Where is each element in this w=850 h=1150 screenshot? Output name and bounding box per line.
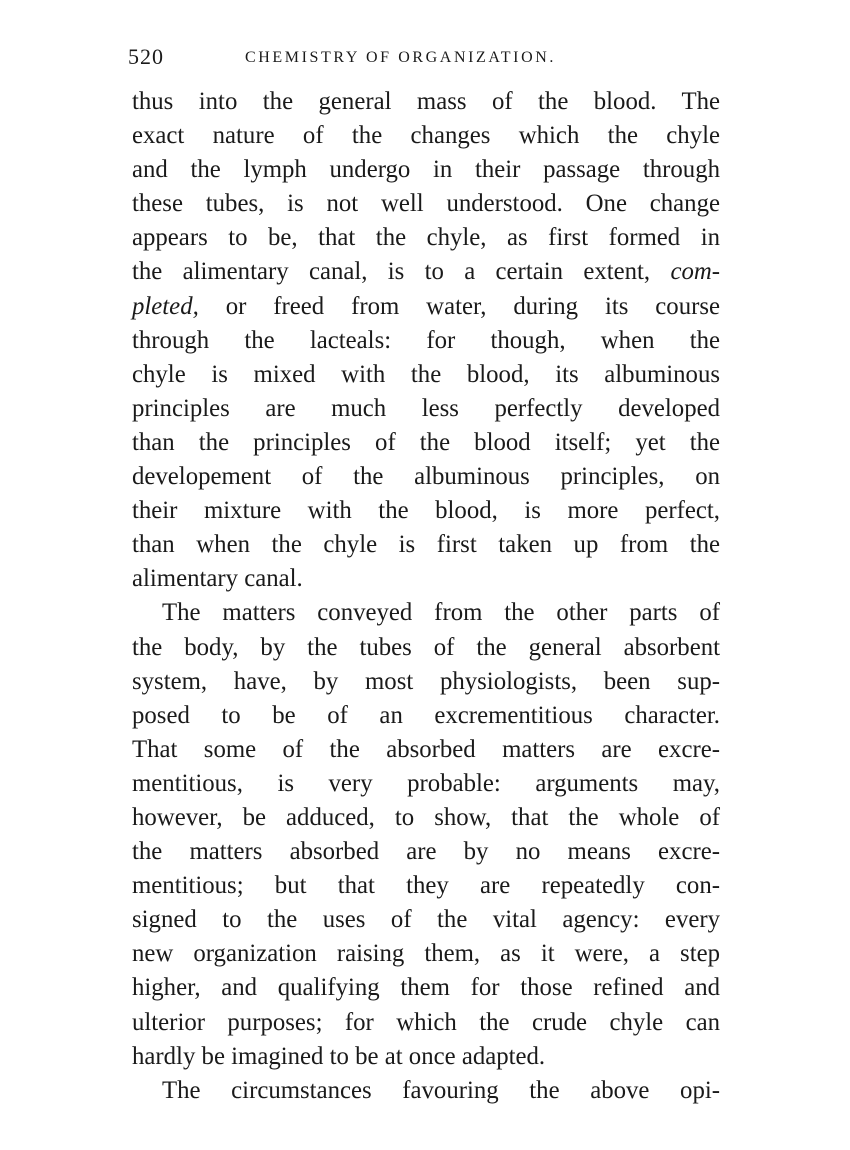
page-number: 520 [128, 44, 164, 69]
text-line: higher, and qualifying them for those refined and [132, 974, 720, 1002]
text-line: alimentary canal. [132, 565, 303, 593]
text-line: The circumstances favouring the above opi- [162, 1076, 720, 1104]
text-line: and the lymph undergo in their passage through [132, 156, 720, 184]
italic-word: pleted, [132, 292, 199, 320]
text-line: ulterior purposes; for which the crude chyle can [132, 1008, 720, 1036]
text-line: signed to the uses of the vital agency: every [132, 906, 720, 934]
text-line [132, 290, 720, 324]
text-line: system, have, by most physiologists, been sup- [132, 667, 720, 695]
body-text [132, 85, 720, 1108]
text-line: these tubes, is not well understood. One change [132, 190, 720, 218]
text-line: their mixture with the blood, is more perfect, [132, 497, 720, 525]
text-line: developement of the albuminous principles, on [132, 463, 720, 491]
text-line [132, 255, 720, 289]
running-title: CHEMISTRY OF ORGANIZATION. [245, 49, 557, 66]
text-line: thus into the general mass of the blood. The [132, 88, 720, 115]
text-line: mentitious, is very probable: arguments may, [132, 769, 720, 797]
text-line: The matters conveyed from the other parts of [162, 599, 720, 627]
text-line: chyle is mixed with the blood, its albuminous [132, 360, 720, 388]
text-line: principles are much less perfectly developed [132, 394, 720, 422]
text-line: appears to be, that the chyle, as first formed in [132, 224, 720, 252]
text-line: than when the chyle is first taken up from the [132, 531, 720, 559]
text-line: new organization raising them, as it were, a step [132, 940, 720, 968]
text-segment: or freed from water, during its course [225, 292, 721, 320]
text-line: than the principles of the blood itself; yet the [132, 428, 720, 456]
running-head [128, 44, 728, 74]
text-segment: the alimentary canal, is to a certain extent, [132, 258, 651, 286]
text-line: hardly be imagined to be at once adapted. [132, 1042, 546, 1070]
text-line: however, be adduced, to show, that the whole of [132, 803, 720, 831]
text-line: through the lacteals: for though, when the [132, 326, 720, 354]
text-line: posed to be of an excrementitious character. [132, 701, 720, 729]
text-line: the matters absorbed are by no means excre- [132, 838, 720, 866]
text-line: mentitious; but that they are repeatedly con- [132, 872, 720, 900]
text-line: the body, by the tubes of the general absorbent [132, 633, 720, 661]
text-line: exact nature of the changes which the chyle [132, 122, 720, 150]
text-line: That some of the absorbed matters are excre- [132, 735, 720, 763]
italic-word: com- [670, 258, 721, 286]
